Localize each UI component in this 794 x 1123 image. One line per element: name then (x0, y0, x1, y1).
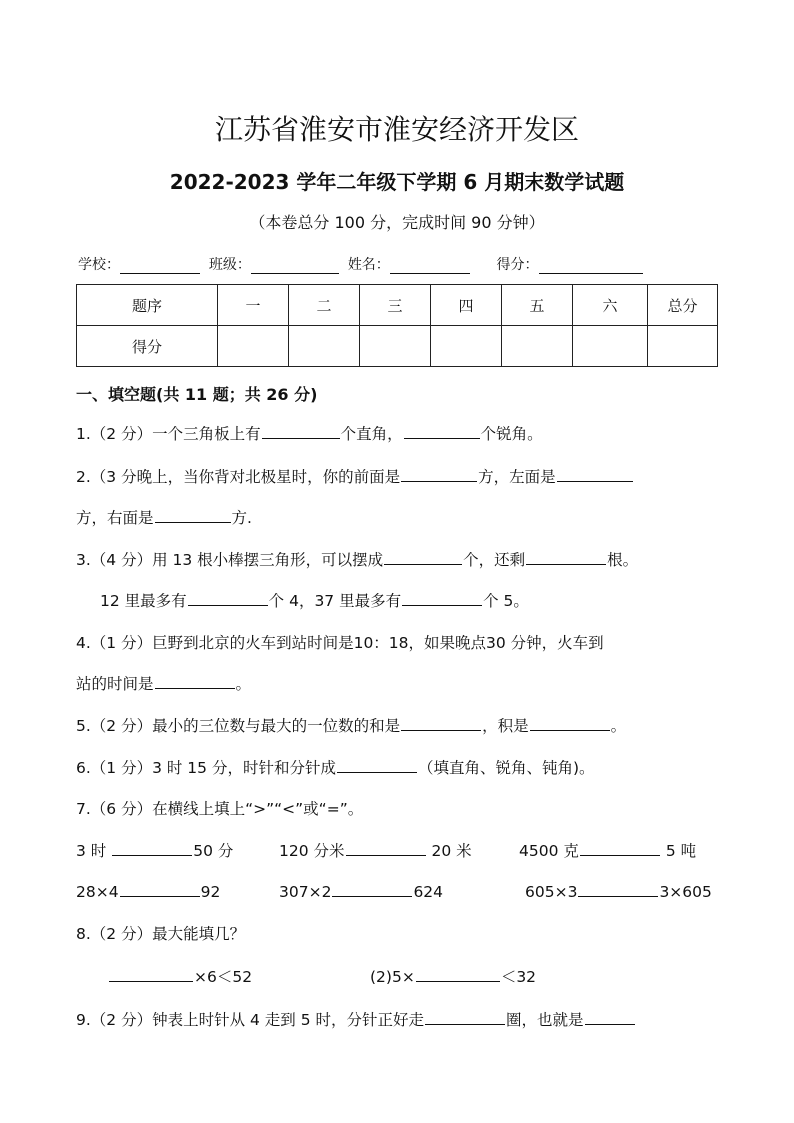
q-text: 方，左面是 (478, 468, 556, 486)
score-table (76, 284, 718, 367)
answer-blank[interactable] (262, 422, 340, 439)
question-4-cont (76, 672, 251, 694)
q-text: 3.（4 分）用 13 根小棒摆三角形，可以摆成 (76, 551, 384, 569)
answer-blank[interactable] (416, 965, 500, 982)
answer-blank[interactable] (425, 1008, 505, 1025)
answer-blank[interactable] (332, 880, 412, 897)
q8-part-1 (108, 965, 252, 987)
q-text: 根。 (607, 551, 639, 569)
q-text: 50 分 (193, 842, 234, 860)
question-6 (76, 756, 595, 778)
name-label: 姓名： (347, 257, 390, 273)
question-4: 4.（1 分）巨野到北京的火车到站时间是10：18，如果晚点30 分钟，火车到 (76, 634, 604, 652)
compare-6 (525, 880, 712, 901)
q-text: 个 4，37 里最多有 (268, 592, 402, 610)
q-text: 5 吨 (665, 842, 697, 860)
q-text: 12 里最多有 (100, 592, 187, 610)
score-cell[interactable] (431, 326, 502, 367)
question-3-cont (100, 589, 529, 611)
q8-part-2 (370, 965, 536, 987)
q-text: ×6＜52 (194, 968, 253, 986)
answer-blank[interactable] (346, 839, 426, 856)
answer-blank[interactable] (585, 1008, 635, 1025)
q-text: 20 米 (431, 842, 472, 860)
answer-blank[interactable] (526, 548, 606, 565)
q-text: 个 5。 (483, 592, 529, 610)
answer-blank[interactable] (337, 756, 417, 773)
q-text: 个锐角。 (480, 425, 543, 443)
class-blank[interactable] (251, 259, 339, 274)
q-text: 。 (610, 717, 627, 735)
compare-2 (279, 839, 472, 861)
question-3 (76, 548, 638, 570)
q-text: 3×605 (659, 883, 712, 901)
table-cell: 一 (218, 285, 289, 326)
answer-blank[interactable] (402, 589, 482, 606)
question-8: 8.（2 分）最大能填几？ (76, 925, 246, 943)
compare-1 (76, 839, 233, 861)
q-text: 6.（1 分）3 时 15 分，时针和分针成 (76, 759, 336, 777)
q-text: 2.（3 分晚上，当你背对北极星时，你的前面是 (76, 468, 401, 486)
table-cell: 总分 (648, 285, 718, 326)
question-1 (76, 422, 543, 444)
compare-3 (519, 839, 696, 861)
exam-subtitle: 2022-2023 学年二年级下学期 6 月期末数学试题 (169, 170, 625, 194)
answer-blank[interactable] (155, 672, 235, 689)
q-text: 92 (200, 883, 221, 901)
school-blank[interactable] (120, 259, 200, 274)
compare-4 (76, 880, 220, 901)
question-2-cont (76, 506, 252, 528)
student-info-line (78, 254, 643, 274)
answer-blank[interactable] (109, 965, 193, 982)
q-text: 3 时 (76, 842, 107, 860)
table-cell: 二 (289, 285, 360, 326)
table-cell: 五 (502, 285, 573, 326)
q-text: 4500 克 (519, 842, 579, 860)
q-text: （填直角、锐角、钝角)。 (417, 759, 595, 777)
q-text: 605×3 (525, 883, 578, 901)
exam-title: 江苏省淮安市淮安经济开发区 (214, 113, 579, 146)
score-table-score-row (77, 326, 718, 367)
answer-blank[interactable] (578, 880, 658, 897)
section-heading: 一、填空题(共 11 题；共 26 分) (76, 385, 318, 404)
name-blank[interactable] (390, 259, 470, 274)
answer-blank[interactable] (580, 839, 660, 856)
q-text: ＜32 (500, 968, 537, 986)
answer-blank[interactable] (112, 839, 192, 856)
school-label: 学校： (78, 257, 120, 273)
answer-blank[interactable] (530, 714, 610, 731)
score-table-header-row (77, 285, 718, 326)
score-label: 得分： (496, 257, 539, 273)
score-cell[interactable] (502, 326, 573, 367)
class-label: 班级： (208, 257, 251, 273)
answer-blank[interactable] (401, 714, 481, 731)
answer-blank[interactable] (401, 465, 477, 482)
score-cell[interactable] (648, 326, 718, 367)
q-text: 个，还剩 (463, 551, 526, 569)
q-text: 1.（2 分）一个三角板上有 (76, 425, 261, 443)
q-text: 。 (235, 675, 252, 693)
q-text: 站的时间是 (76, 675, 154, 693)
question-7: 7.（6 分）在横线上填上“>”“<”或“=”。 (76, 800, 364, 818)
question-9 (76, 1008, 636, 1030)
answer-blank[interactable] (155, 506, 231, 523)
score-cell[interactable] (573, 326, 648, 367)
table-cell: 三 (360, 285, 431, 326)
score-cell[interactable] (360, 326, 431, 367)
table-cell: 题序 (77, 285, 218, 326)
score-cell[interactable] (218, 326, 289, 367)
exam-note: （本卷总分 100 分，完成时间 90 分钟） (249, 213, 545, 232)
table-cell: 六 (573, 285, 648, 326)
q-text: 9.（2 分）钟表上时针从 4 走到 5 时，分针正好走 (76, 1011, 425, 1029)
compare-5 (279, 880, 443, 901)
q-text: 120 分米 (279, 842, 345, 860)
q-text: 个直角， (340, 425, 403, 443)
q-text: (2)5× (370, 968, 415, 986)
q-text: 5.（2 分）最小的三位数与最大的一位数的和是 (76, 717, 401, 735)
answer-blank[interactable] (120, 880, 200, 897)
answer-blank[interactable] (384, 548, 462, 565)
answer-blank[interactable] (557, 465, 633, 482)
answer-blank[interactable] (188, 589, 268, 606)
question-5 (76, 714, 626, 736)
q-text: 307×2 (279, 883, 332, 901)
table-cell: 四 (431, 285, 502, 326)
q-text: 圈，也就是 (506, 1011, 584, 1029)
q-text: 28×4 (76, 883, 119, 901)
question-2 (76, 465, 634, 487)
answer-blank[interactable] (404, 422, 480, 439)
score-cell[interactable] (289, 326, 360, 367)
q-text: ，积是 (482, 717, 529, 735)
score-blank[interactable] (539, 259, 643, 274)
q-text: 624 (413, 883, 444, 901)
q-text: 方. (231, 509, 252, 527)
q-text: 方，右面是 (76, 509, 154, 527)
table-cell: 得分 (77, 326, 218, 367)
